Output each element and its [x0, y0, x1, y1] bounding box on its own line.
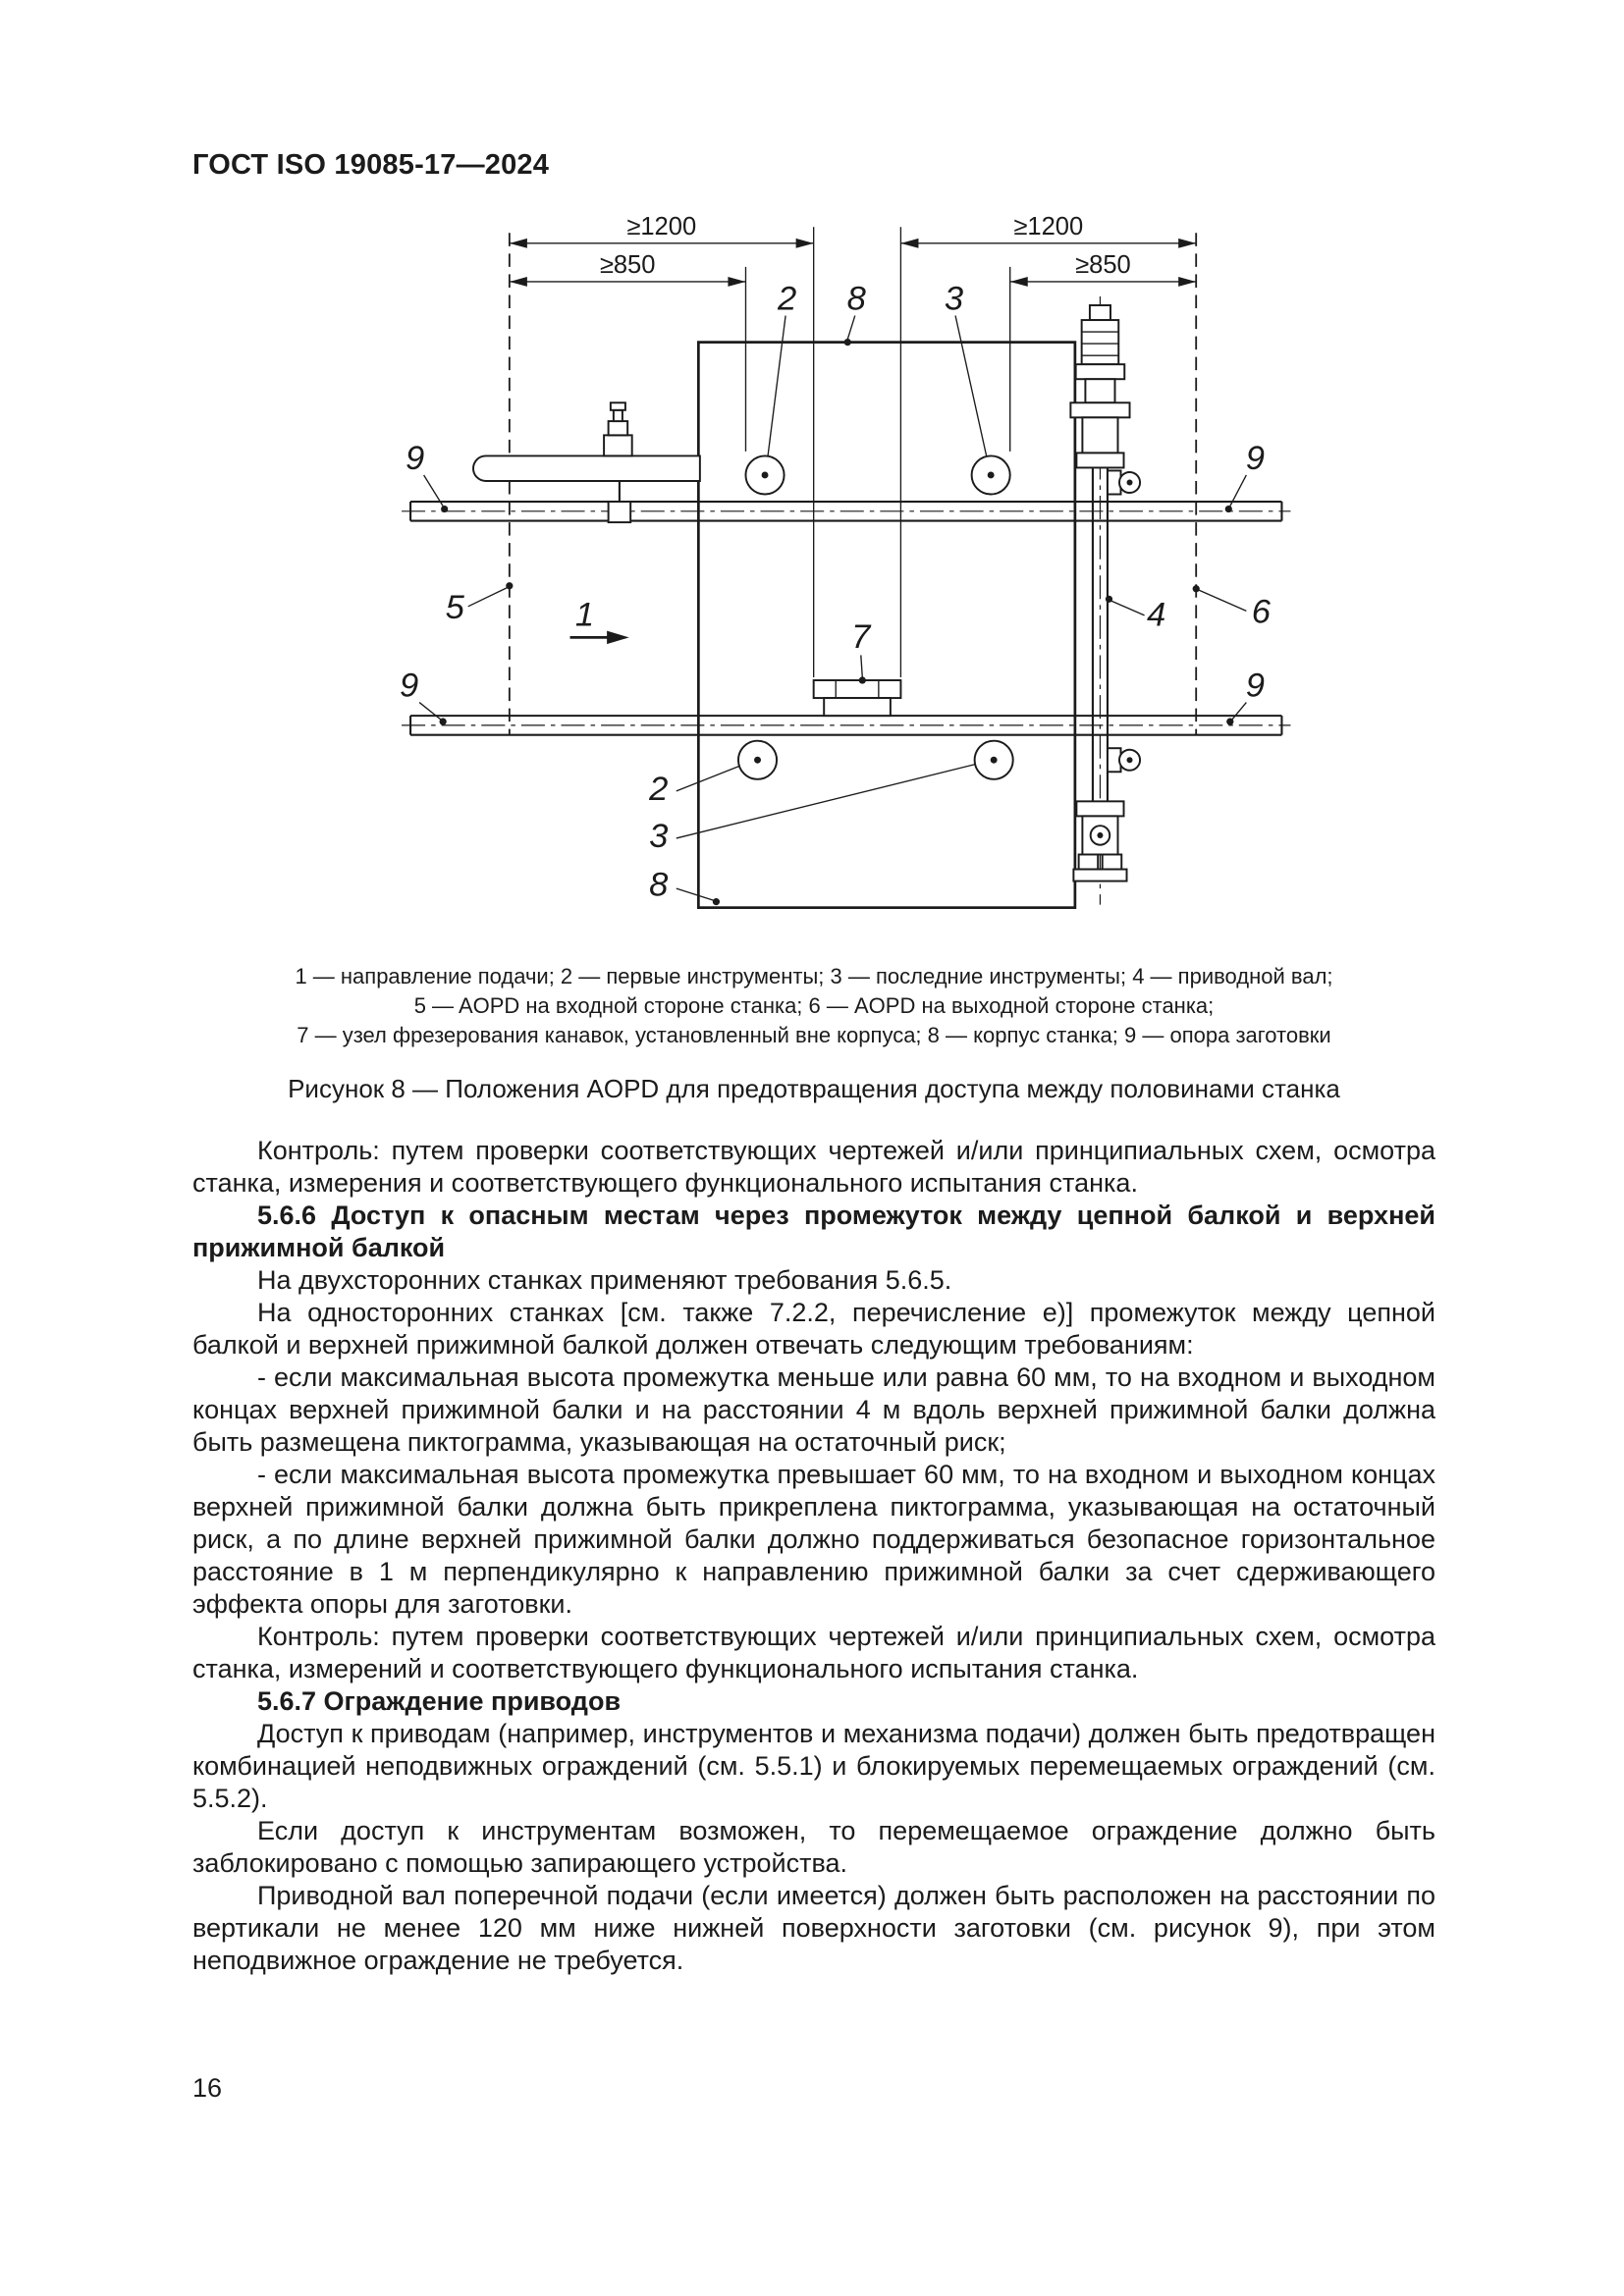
paragraph-drive-shaft: Приводной вал поперечной подачи (если имеется) должен быть расположен на расстоянии по вертикали не менее 120 мм ниже нижней поверхности заготовки (см. рисунок 9), при этом неподвижное ограждение не требуется. — [192, 1881, 1435, 1975]
legend-line-3: 7 — узел фрезерования канавок, установленный вне корпуса; 8 — корпус станка; 9 — опора заготовки — [297, 1023, 1331, 1047]
paragraph-drive-guarding: Доступ к приводам (например, инструментов и механизма подачи) должен быть предотвращен комбинацией неподвижных ограждений (см. 5.5.1) и блокируемых перемещаемых ограждений (см. 5.5.2). — [192, 1719, 1435, 1813]
callout-6: 6 — [1251, 593, 1272, 631]
section-heading-5-6-6: 5.6.6 Доступ к опасным местам через промежуток между цепной балкой и верхней прижимной балкой — [192, 1201, 1435, 1262]
callout-numbers — [400, 281, 1272, 904]
figure-legend — [192, 962, 1435, 1050]
callout-4: 4 — [1146, 596, 1166, 634]
page-number: 16 — [192, 2073, 223, 2103]
paragraph-gap-under-60: - если максимальная высота промежутка меньше или равна 60 мм, то на входном и выходном концах верхней прижимной балки и на расстоянии 4 м вдоль верхней прижимной балки должна быть размещена пиктограмма, указывающая на остаточный риск; — [192, 1362, 1435, 1457]
figure-caption: Рисунок 8 — Положения AOPD для предотвращения доступа между половинами станка — [288, 1074, 1340, 1103]
document-header: ГОСТ ISO 19085-17—2024 — [192, 149, 550, 181]
dim-850-right: ≥850 — [1075, 250, 1131, 279]
body-text — [192, 1135, 1435, 1977]
paragraph-one-sided: На односторонних станках [см. также 7.2.2, перечисление е)] промежуток между цепной балкой и верхней прижимной балкой должен отвечать следующим требованиям: — [192, 1298, 1435, 1360]
paragraph-gap-over-60: - если максимальная высота промежутка превышает 60 мм, то на входном и выходном концах верхней прижимной балки должна быть прикреплена пиктограмма, указывающая на остаточный риск, а по длине верхней прижимной балки должно поддерживаться безопасное горизонтальное расстояние в 1 м перпендикулярно к направлению прижимной балки за счет сдерживающего эффекта опоры для заготовки. — [192, 1460, 1435, 1619]
dim-1200-left: ≥1200 — [626, 212, 697, 240]
paragraph-control-1: Контроль: путем проверки соответствующих чертежей и/или принципиальных схем, осмотра станка, измерения и соответствующего функционального испытания станка. — [192, 1136, 1435, 1198]
callout-2-bottom: 2 — [649, 770, 669, 808]
paragraph-control-2: Контроль: путем проверки соответствующих чертежей и/или принципиальных схем, осмотра станка, измерений и соответствующего функционального испытания станка. — [192, 1622, 1435, 1683]
callout-3-top: 3 — [944, 280, 964, 318]
dim-850-left: ≥850 — [599, 250, 656, 279]
tool-spindles — [738, 455, 1013, 778]
infeed-fence-assembly — [473, 402, 700, 522]
drive-shaft-assembly — [1070, 296, 1140, 905]
callout-5: 5 — [445, 588, 464, 626]
callout-8-bottom: 8 — [649, 866, 669, 904]
figure-8-drawing — [381, 206, 1304, 952]
machine-diagram — [381, 206, 1304, 952]
section-heading-5-6-7: 5.6.7 Ограждение приводов — [257, 1686, 622, 1716]
callout-1: 1 — [574, 596, 595, 634]
paragraph-interlock: Если доступ к инструментам возможен, то перемещаемое ограждение должно быть заблокировано с помощью запирающего устройства. — [192, 1816, 1435, 1878]
callout-2-top: 2 — [777, 280, 797, 318]
callout-9-top-right: 9 — [1245, 439, 1265, 477]
dimension-lines — [510, 213, 1196, 287]
grooving-unit — [814, 680, 901, 716]
callout-9-top-left: 9 — [405, 439, 425, 477]
machine-body-rect — [698, 343, 1075, 908]
callout-3-bottom: 3 — [649, 817, 669, 855]
dim-1200-right: ≥1200 — [1013, 212, 1084, 240]
callout-8-top: 8 — [846, 280, 866, 318]
legend-line-2: 5 — AOPD на входной стороне станка; 6 — AOPD на выходной стороне станка; — [413, 993, 1215, 1018]
callout-9-bottom-left: 9 — [399, 667, 419, 705]
callout-9-bottom-right: 9 — [1245, 667, 1265, 705]
legend-line-1: 1 — направление подачи; 2 — первые инструменты; 3 — последние инструменты; 4 — приводной вал; — [295, 964, 1333, 988]
paragraph-two-sided: На двухсторонних станках применяют требования 5.6.5. — [257, 1265, 952, 1295]
callout-7: 7 — [851, 617, 871, 656]
